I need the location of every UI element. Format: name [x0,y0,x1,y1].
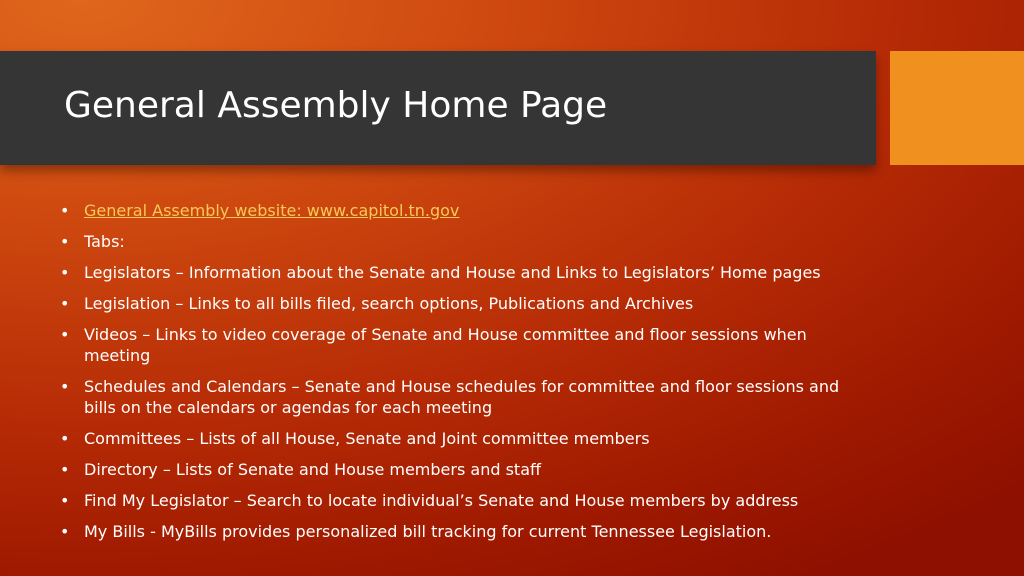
bullet-icon: • [60,429,70,448]
bullet-icon: • [60,232,70,251]
slide-content [60,200,860,552]
list-item-text: My Bills - MyBills provides personalized bill tracking for current Tennessee Legislation. [84,522,772,541]
bullet-icon: • [60,491,70,510]
list-item-text: Tabs: [84,232,125,251]
list-item-text: Legislators – Information about the Senate and House and Links to Legislators’ Home pages [84,263,821,282]
list-item [60,521,860,542]
list-item [60,324,860,366]
bullet-icon: • [60,325,70,344]
list-item [60,428,860,449]
list-item[interactable] [60,200,860,221]
list-item-text: Committees – Lists of all House, Senate and Joint committee members [84,429,650,448]
bullet-icon: • [60,201,70,220]
bullet-list [60,200,860,542]
list-item [60,459,860,480]
bullet-icon: • [60,263,70,282]
list-item [60,293,860,314]
bullet-icon: • [60,377,70,396]
website-link[interactable]: General Assembly website: www.capitol.tn.gov [84,201,460,220]
list-item-text: Schedules and Calendars – Senate and House schedules for committee and floor sessions and bills on the calendars or agendas for each meeting [84,377,840,417]
list-item [60,262,860,283]
bullet-icon: • [60,460,70,479]
list-item [60,376,860,418]
list-item [60,490,860,511]
bullet-icon: • [60,294,70,313]
bullet-icon: • [60,522,70,541]
list-item-text: Directory – Lists of Senate and House members and staff [84,460,542,479]
list-item-text: Videos – Links to video coverage of Senate and House committee and floor sessions when meeting [84,325,807,365]
list-item-text: Legislation – Links to all bills filed, search options, Publications and Archives [84,294,694,313]
list-item-text: Find My Legislator – Search to locate individual’s Senate and House members by address [84,491,799,510]
list-item [60,231,860,252]
slide-title: General Assembly Home Page [64,85,608,126]
accent-square [890,51,1024,165]
